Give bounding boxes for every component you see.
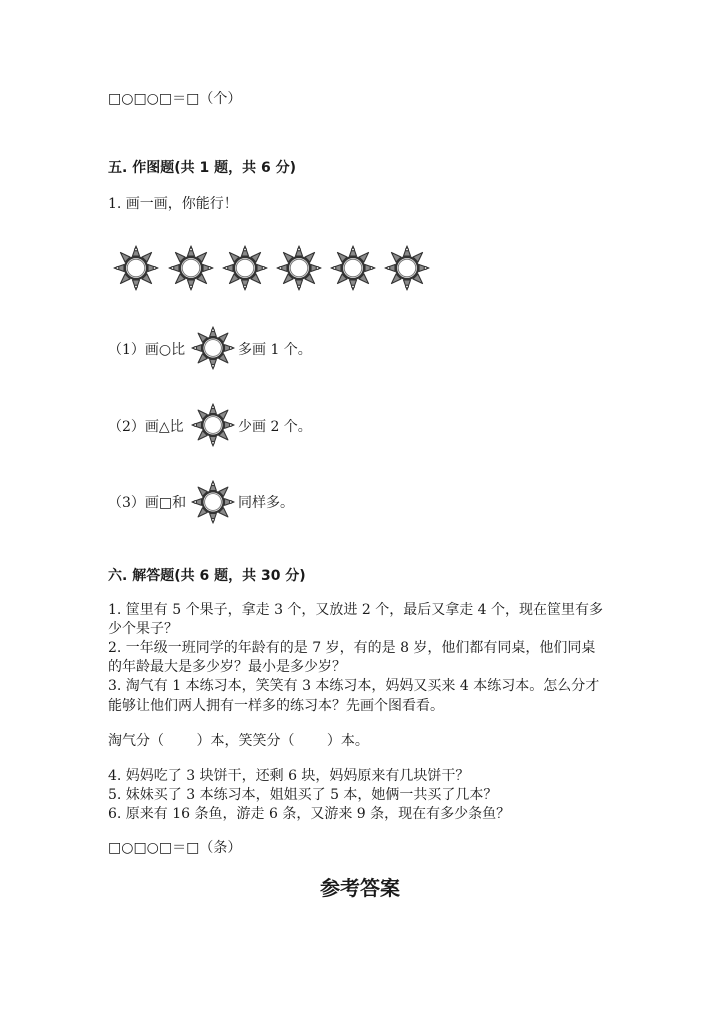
section6-heading: 六. 解答题(共 6 题，共 30 分) (108, 568, 306, 584)
answers-title: 参考答案 (320, 876, 400, 900)
part-2-prefix: （2）画△比 (108, 419, 184, 435)
sun-icon (329, 244, 377, 292)
sun-icon (167, 244, 215, 292)
part-1 (108, 339, 185, 359)
question-6: 6. 原来有 16 条鱼，游走 6 条，又游来 9 条，现在有多少条鱼？ (108, 806, 511, 822)
question-2-line-1: 2. 一年级一班同学的年龄有的是 7 岁，有的是 8 岁，他们都有同桌，他们同桌 (108, 640, 596, 656)
question-2-line-2: 的年龄最大是多少岁？最小是多少岁？ (108, 659, 346, 675)
question-3-answer: 淘气分（ ）本，笑笑分（ ）本。 (108, 733, 369, 749)
question-1-line-2: 少个果子？ (108, 621, 178, 637)
sun-icon (190, 325, 236, 371)
section5-heading: 五. 作图题(共 1 题，共 6 分) (108, 160, 296, 176)
formula-items: □○□○□＝□（个） (108, 91, 242, 107)
sun-icon (190, 402, 236, 448)
part-3-prefix: （3）画□和 (108, 495, 187, 511)
part-2-suffix: 少画 2 个。 (238, 419, 312, 435)
part-2 (108, 416, 184, 436)
question-1-line-1: 1. 筐里有 5 个果子，拿走 3 个，又放进 2 个，最后又拿走 4 个，现在筐里有多 (108, 602, 604, 618)
formula-fish: □○□○□＝□（条） (108, 840, 242, 856)
question-5: 5. 妹妹买了 3 本练习本，姐姐买了 5 本，她俩一共买了几本？ (108, 787, 498, 803)
section5-question-1: 1. 画一画，你能行！ (108, 196, 238, 212)
part-1-prefix: （1）画○比 (108, 342, 186, 358)
part-1-suffix: 多画 1 个。 (238, 342, 312, 358)
sun-icon (112, 244, 160, 292)
sun-icon (190, 479, 236, 525)
question-4: 4. 妈妈吃了 3 块饼干，还剩 6 块，妈妈原来有几块饼干？ (108, 768, 470, 784)
part-3-suffix: 同样多。 (238, 495, 294, 511)
question-3-line-1: 3. 淘气有 1 本练习本，笑笑有 3 本练习本，妈妈又买来 4 本练习本。怎么分才 (108, 678, 600, 694)
question-3-line-2: 能够让他们两人拥有一样多的练习本？先画个图看看。 (108, 698, 444, 714)
sun-icon (275, 244, 323, 292)
part-3 (108, 492, 186, 512)
sun-icon (221, 244, 269, 292)
sun-icon (383, 244, 431, 292)
